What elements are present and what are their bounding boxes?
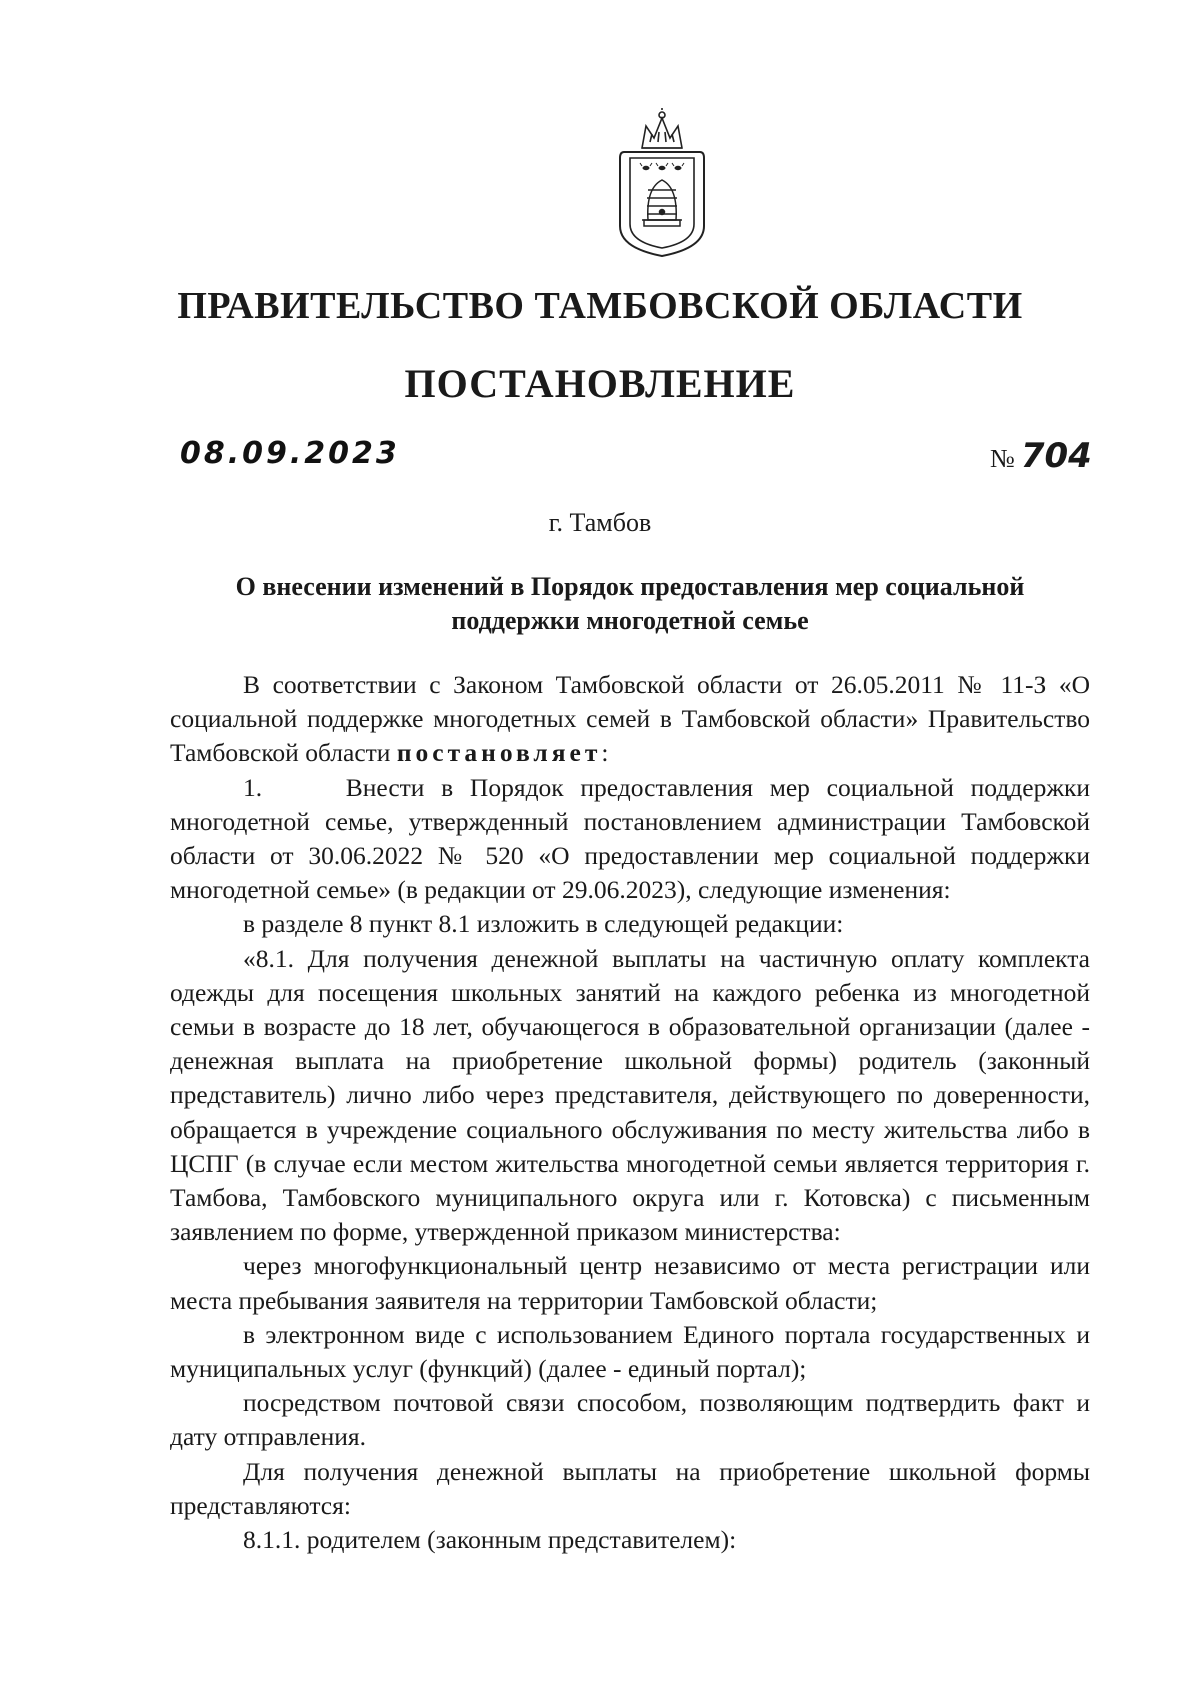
number-sign: №	[990, 444, 1015, 473]
paragraph-mfc: через многофункциональный центр независимо от места регистрации или места пребывания заявителя на территории Тамбовской области;	[170, 1251, 1090, 1315]
document-title	[200, 570, 1060, 638]
paragraph-item-1: 1. Внести в Порядок предоставления мер социальной поддержки многодетной семье, утвержденный постановлением администрации Тамбовской области от 30.06.2022 № 520 «О предоставлении мер социальной поддержки многодетной семье» (в редакции от 29.06.2023), следующие изменения:	[170, 772, 1090, 905]
paragraph-8-1: «8.1. Для получения денежной выплаты на частичную оплату комплекта одежды для посещения школьных занятий на каждого ребенка из многодетной семьи в возрасте до 18 лет, обучающегося в образовательной организации (далее - денежная выплата на приобретение школьной формы) родитель (законный представитель) лично либо через представителя, действующего по доверенности, обращается в учреждение социального обслуживания по месту жительства либо в ЦСПГ (в случае если местом жительства многодетной семьи является территория г. Тамбова, Тамбовского муниципального округа или г. Котовска) с письменным заявлением по форме, утвержденной приказом министерства:	[170, 943, 1090, 1247]
document-body	[170, 668, 1090, 1557]
preamble-end: :	[601, 738, 609, 768]
paragraph-preamble	[170, 668, 1090, 771]
title-line-2: поддержки многодетной семье	[451, 606, 809, 635]
city-line: г. Тамбов	[548, 508, 652, 537]
decree-keyword: постановляет	[396, 738, 602, 768]
paragraph-section-8: в разделе 8 пункт 8.1 изложить в следующей редакции:	[243, 909, 844, 939]
paragraph-8-1-1: 8.1.1. родителем (законным представителем):	[243, 1525, 737, 1555]
paragraph-postal: посредством почтовой связи способом, позволяющим подтвердить факт и дату отправления.	[170, 1388, 1090, 1452]
paragraph-documents: Для получения денежной выплаты на приобретение школьной формы представляются:	[170, 1456, 1090, 1520]
government-heading: ПРАВИТЕЛЬСТВО ТАМБОВСКОЙ ОБЛАСТИ	[177, 285, 1023, 327]
document-date: 08.09.2023	[180, 436, 400, 471]
preamble-text: В соответствии с Законом Тамбовской области от 26.05.2011 № 11-З «О социальной поддержке многодетных семей в Тамбовской области» Правительство Тамбовской области	[170, 670, 1090, 768]
number-value: 704	[1020, 436, 1092, 476]
paragraph-electronic: в электронном виде с использованием Единого портала государственных и муниципальных услуг (функций) (далее - единый портал);	[170, 1319, 1090, 1384]
document-type-heading: ПОСТАНОВЛЕНИЕ	[404, 361, 796, 406]
coat-of-arms-emblem	[612, 108, 712, 258]
document-number	[990, 436, 1092, 476]
title-line-1: О внесении изменений в Порядок предоставления мер социальной	[235, 572, 1025, 601]
